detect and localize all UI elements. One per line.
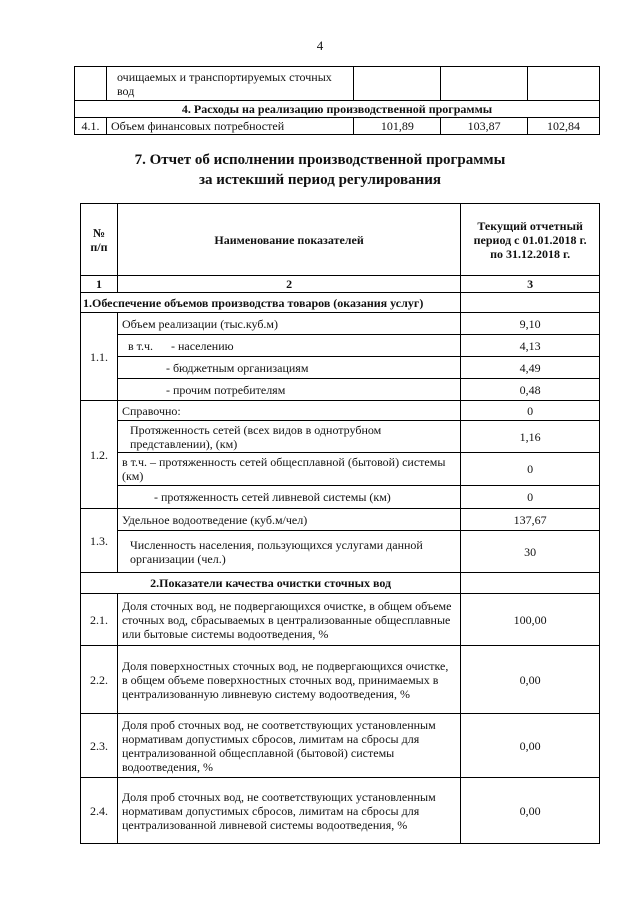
col-number-row [81,276,600,293]
table-row [81,453,600,486]
row-1-1b-value: 4,49 [461,357,600,379]
cell-num [75,67,107,101]
row-2-2-name: Доля поверхностных сточных вод, не подвергающихся очистке, в общем объеме поверхностных сточных вод, принимаемых в централизованную ливневую систему водоотведения, % [117,646,460,714]
row-4-1-v1: 101,89 [354,118,441,135]
table-row [81,646,600,714]
row-1-3-num: 1.3. [81,509,118,573]
report-table [80,203,600,844]
row-4-1-num: 4.1. [75,118,107,135]
row-2-4-value: 0,00 [461,778,600,844]
section-1-title: 1.Обеспечение объемов производства товаров (оказания услуг) [81,293,461,313]
row-1-2-value: 0 [461,401,600,421]
row-2-1-name: Доля сточных вод, не подвергающихся очистке, в общем объеме сточных вод, сбрасываемых в централизованные общесплавные или бытовые системы водоотведения, % [117,594,460,646]
table-row [81,401,600,421]
row-1-1a-value: 4,13 [461,335,600,357]
cell-v2 [441,67,528,101]
row-1-2a-value: 1,16 [461,421,600,453]
row-1-1c-name: - прочим потребителям [117,379,460,401]
row-2-1-value: 100,00 [461,594,600,646]
row-1-3-value: 137,67 [461,509,600,531]
row-1-1-value: 9,10 [461,313,600,335]
section-2-empty [461,573,600,594]
section-row [81,573,600,594]
row-1-1a-prefix: в т.ч. [127,338,153,353]
table-row [75,118,600,135]
heading-line2: за истекший период регулирования [198,172,442,188]
section-row [75,101,600,118]
row-1-2b-value: 0 [461,453,600,486]
row-1-1-name: Объем реализации (тыс.куб.м) [117,313,460,335]
row-1-2c-name: - протяженность сетей ливневой системы (км) [117,486,460,509]
row-2-4-name: Доля проб сточных вод, не соответствующих установленным нормативам допустимых сбросов, лимитам на сбросы для централизованной ливневой системы водоотведения, % [117,778,460,844]
table-row [81,421,600,453]
cell-v3 [528,67,600,101]
cell-v1 [354,67,441,101]
table-row [81,357,600,379]
table-row [81,714,600,778]
row-1-2b-name: в т.ч. – протяженность сетей общесплавной (бытовой) системы (км) [117,453,460,486]
top-table [74,66,600,135]
section-row [81,293,600,313]
row-1-1c-value: 0,48 [461,379,600,401]
table-row [81,313,600,335]
page-number: 4 [316,38,324,53]
row-1-2c-value: 0 [461,486,600,509]
row-1-1a-name [117,335,460,357]
col-number-3: 3 [461,276,600,293]
header-num: № п/п [81,204,118,276]
table-row [81,594,600,646]
table-row [81,335,600,357]
section-heading [0,150,640,190]
table-row [81,778,600,844]
row-2-1-num: 2.1. [81,594,118,646]
row-4-1-name: Объем финансовых потребностей [106,118,353,135]
table-row [81,531,600,573]
row-1-2-num: 1.2. [81,401,118,509]
table-row [81,509,600,531]
col-number-2: 2 [117,276,460,293]
section-2-title: 2.Показатели качества очистки сточных вод [81,573,461,594]
table-row [81,486,600,509]
row-2-3-num: 2.3. [81,714,118,778]
row-1-3a-value: 30 [461,531,600,573]
row-1-1-num: 1.1. [81,313,118,401]
row-4-1-v3: 102,84 [528,118,600,135]
row-2-4-num: 2.4. [81,778,118,844]
header-name: Наименование показателей [117,204,460,276]
section-1-empty [461,293,600,313]
cont-line1: очищаемых и транспортируемых сточных [116,69,332,84]
row-1-1b-name: - бюджетным организациям [117,357,460,379]
col-number-1: 1 [81,276,118,293]
heading-line1: 7. Отчет об исполнении производственной программы [134,152,506,168]
header-period: Текущий отчетный период с 01.01.2018 г. по 31.12.2018 г. [461,204,600,276]
section-4-title: 4. Расходы на реализацию производственной программы [75,101,600,118]
row-2-2-num: 2.2. [81,646,118,714]
row-1-3-name: Удельное водоотведение (куб.м/чел) [117,509,460,531]
row-2-2-value: 0,00 [461,646,600,714]
row-2-3-name: Доля проб сточных вод, не соответствующих установленным нормативам допустимых сбросов, лимитам на сбросы для централизованной общесплавной (бытовой) системы водоотведения, % [117,714,460,778]
row-1-2-name: Справочно: [117,401,460,421]
header-row [81,204,600,276]
table-row [81,379,600,401]
cell-name [106,67,353,101]
row-1-2a-name: Протяженность сетей (всех видов в однотрубном представлении), (км) [117,421,460,453]
row-4-1-v2: 103,87 [441,118,528,135]
cont-line2: вод [116,83,135,98]
row-2-3-value: 0,00 [461,714,600,778]
row-1-1a-label: - населению [170,338,234,353]
row-1-3a-name: Численность населения, пользующихся услугами данной организации (чел.) [117,531,460,573]
table-row [75,67,600,101]
